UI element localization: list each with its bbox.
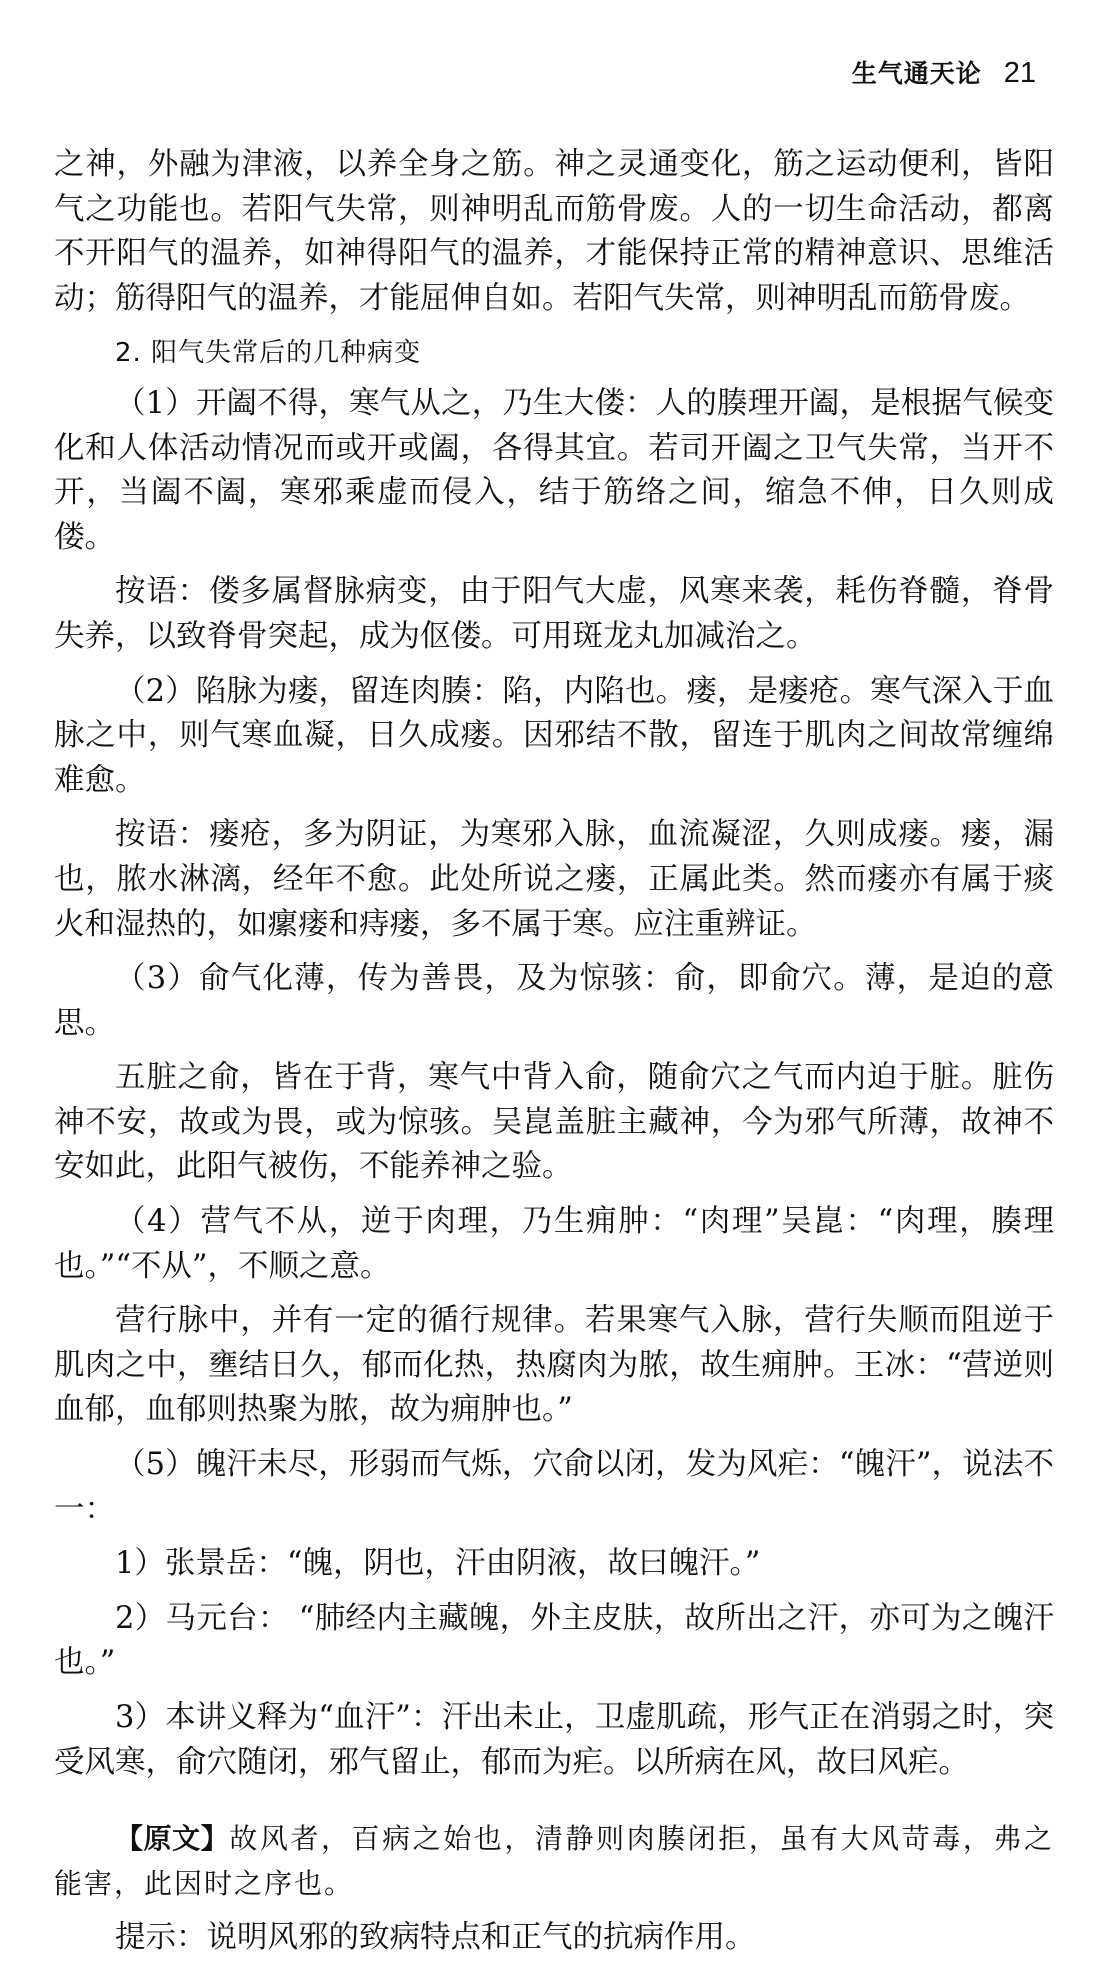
chapter-title: 生气通天论 [851,59,982,88]
list-item: 1）张景岳：“魄，阴也，汗由阴液，故曰魄汗。” [115,1546,761,1582]
page-body [54,143,1054,1971]
original-label: 【原文】 [115,1822,230,1856]
original-text: 故风者，百病之始也，清静则肉腠闭拒，虽有大风苛毒，弗之能害，此因时之序也。 [54,1822,1054,1900]
body-paragraph: （3）俞气化薄，传为善畏，及为惊骇：俞，即俞穴。薄，是迫的意思。 [54,961,1054,1041]
list-item: 2）马元台： “肺经内主藏魄，外主皮肤，故所出之汗，亦可为之魄汗也。” [54,1600,1054,1681]
page-number: 21 [1003,57,1036,89]
body-paragraph: 之神，外融为津液，以养全身之筋。神之灵通变化，筋之运动便利，皆阳气之功能也。若阳气失常，则神明乱而筋骨废。人的一切生命活动，都离不开阳气的温养，如神得阳气的温养，才能保持正常的精神意识、思维活动；筋得阳气的温养，才能屈伸自如。若阳气失常，则神明乱而筋骨废。 [54,147,1054,316]
list-item: 3）本讲义释为“血汗”：汗出未止，卫虚肌疏，形气正在消弱之时，突受风寒，俞穴随闭，邪气留止，郁而为疟。以所病在风，故曰风疟。 [54,1700,1054,1780]
body-paragraph: （1）开阖不得，寒气从之，乃生大偻：人的腠理开阖，是根据气候变化和人体活动情况而或开或阖，各得其宜。若司开阖之卫气失常，当开不开，当阖不阖，寒邪乘虚而侵入，结于筋络之间，缩急不伸，日久则成偻。 [54,385,1054,555]
section-heading: 2. 阳气失常后的几种病变 [115,338,422,369]
note-paragraph: 按语：瘘疮，多为阴证，为寒邪入脉，血流凝涩，久则成瘘。瘘，漏也，脓水淋漓，经年不愈。此处所说之瘘，正属此类。然而瘘亦有属于痰火和湿热的，如瘰瘘和痔瘘，多不属于寒。应注重辨证。 [54,817,1054,942]
body-paragraph: （2）陷脉为瘘，留连肉腠：陷，内陷也。瘘，是瘘疮。寒气深入于血脉之中，则气寒血凝，日久成瘘。因邪结不散，留连于肌肉之间故常缠绵难愈。 [54,673,1054,798]
body-paragraph: （5）魄汗未尽，形弱而气烁，穴俞以闭，发为风疟：“魄汗”，说法不一： [54,1447,1054,1527]
body-paragraph: 五脏之俞，皆在于背，寒气中背入俞，随俞穴之气而内迫于脏。脏伤神不安，故或为畏，或为惊骇。吴崑盖脏主藏神，今为邪气所薄，故神不安如此，此阳气被伤，不能养神之验。 [54,1060,1054,1185]
page-header [852,54,1036,90]
body-paragraph: （4）营气不从，逆于肉理，乃生痈肿：“肉理”吴崑：“肉理，腠理也。”“不从”，不顺之意。 [54,1204,1054,1284]
body-paragraph: 营行脉中，并有一定的循行规律。若果寒气入脉，营行失顺而阻逆于肌肉之中，壅结日久，郁而化热，热腐肉为脓，故生痈肿。王冰：“营逆则血郁，血郁则热聚为脓，故为痈肿也。” [54,1303,1054,1428]
note-paragraph: 按语：偻多属督脉病变，由于阳气大虚，风寒来袭，耗伤脊髓，脊骨失养，以致脊骨突起，成为伛偻。可用斑龙丸加减治之。 [54,574,1054,654]
original-text-block [54,1817,1054,1906]
hint-paragraph: 提示：说明风邪的致病特点和正气的抗病作用。 [115,1920,756,1956]
